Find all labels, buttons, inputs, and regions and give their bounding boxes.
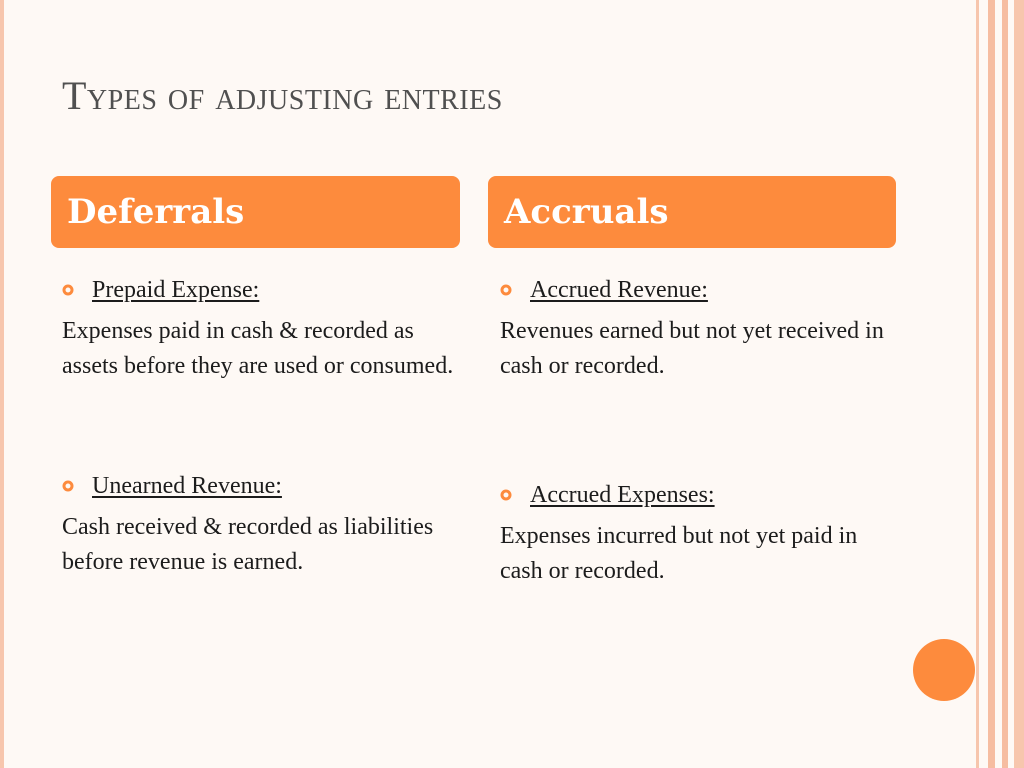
item-heading — [62, 272, 458, 308]
list-item-unearned-revenue — [62, 468, 458, 580]
item-heading — [62, 468, 458, 504]
item-heading-text: Accrued Expenses: — [530, 481, 715, 508]
decor-stripe — [1002, 0, 1008, 768]
list-item-prepaid-expense — [62, 272, 458, 384]
item-body-text: Revenues earned but not yet received in cash or recorded. — [500, 318, 884, 379]
circle-bullet-icon — [62, 284, 74, 296]
item-heading-text: Prepaid Expense: — [92, 276, 260, 303]
item-heading-text: Unearned Revenue: — [92, 472, 282, 499]
decor-stripe — [988, 0, 995, 768]
left-edge-stripe — [0, 0, 4, 768]
deferrals-column — [62, 0, 458, 768]
circle-bullet-icon — [62, 480, 74, 492]
accruals-column — [500, 0, 895, 768]
item-heading — [500, 272, 895, 308]
circle-bullet-icon — [500, 284, 512, 296]
item-heading — [500, 477, 895, 513]
item-body-text: Expenses paid in cash & recorded as assets before they are used or consumed. — [62, 318, 454, 379]
orange-circle-icon — [913, 639, 975, 701]
item-body-text: Cash received & recorded as liabilities before revenue is earned. — [62, 514, 434, 575]
deferrals-header-label: Deferrals — [67, 192, 245, 232]
slide-title: Types of adjusting entries — [62, 73, 503, 118]
item-heading-text: Accrued Revenue: — [530, 276, 708, 303]
list-item-accrued-expenses — [500, 477, 895, 589]
decor-stripe — [1014, 0, 1024, 768]
circle-bullet-icon — [500, 489, 512, 501]
list-item-accrued-revenue — [500, 272, 895, 384]
item-body-text: Expenses incurred but not yet paid in cash or recorded. — [500, 523, 858, 584]
accruals-header-label: Accruals — [504, 192, 669, 232]
decor-stripe — [976, 0, 979, 768]
